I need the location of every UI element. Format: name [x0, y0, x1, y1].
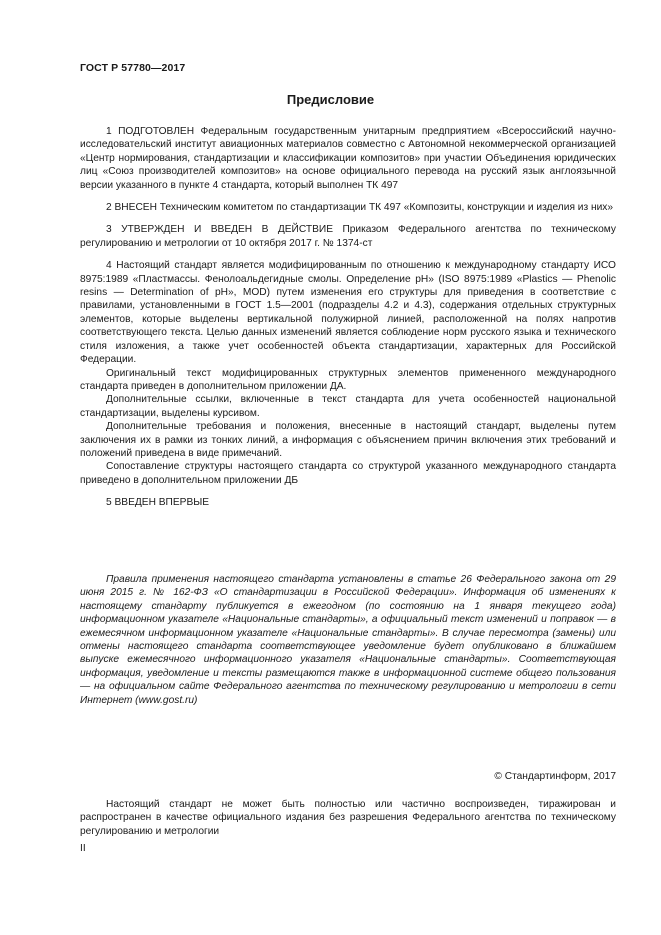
- paragraph-3: 3 УТВЕРЖДЕН И ВВЕДЕН В ДЕЙСТВИЕ Приказом Федерального агентства по техническому регулированию и метрологии от 10 октября 2017 г. № 1374-ст: [80, 224, 616, 249]
- paragraph-2: 2 ВНЕСЕН Техническим комитетом по стандартизации ТК 497 «Композиты, конструкции и изделия из них»: [106, 202, 614, 214]
- paragraph-4-structure: Сопоставление структуры настоящего стандарта со структурой указанного международного стандарта приведено в дополнительном приложении ДБ: [80, 461, 616, 486]
- document-header: ГОСТ Р 57780—2017: [80, 62, 186, 74]
- paragraph-5: 5 ВВЕДЕН ВПЕРВЫЕ: [106, 497, 210, 509]
- page-number: II: [80, 843, 86, 854]
- paragraph-1: 1 ПОДГОТОВЛЕН Федеральным государственным унитарным предприятием «Всероссийский научно-исследовательский институт авиационных материалов совместно с Автономной некоммерческой организацией «Центр нормирования, стандартизации и классификации композитов» при участии Объединения юридических лиц «Союз производителей композитов» на основе официального перевода на русский язык англоязычной версии указанного в пункте 4 стандарта, который выполнен ТК 497: [80, 126, 616, 191]
- paragraph-4-original-text: Оригинальный текст модифицированных структурных элементов примененного международного стандарта приведен в дополнительном приложении ДА.: [80, 367, 616, 392]
- paragraph-4-references: Дополнительные ссылки, включенные в текст стандарта для учета особенностей национальной стандартизации, выделены курсивом.: [80, 394, 616, 419]
- application-rules-notice: Правила применения настоящего стандарта установлены в статье 26 Федерального закона от 29 июня 2015 г. № 162-ФЗ «О стандартизации в Российской Федерации». Информация об изменениях к настоящему стандарту публикуется в ежегодном (по состоянию на 1 января текущего года) информационном указателе «Национальные стандарты», а официальный текст изменений и поправок — в ежемесячном информационном указателе «Национальные стандарты». В случае пересмотра (замены) или отмены настоящего стандарта соответствующее уведомление будет опубликовано в ближайшем выпуске ежемесячного информационного указателя «Национальные стандарты». Соответствующая информация, уведомление и тексты размещаются также в информационной системе общего пользования — на официальном сайте Федерального агентства по техническому регулированию и метрологии в сети Интернет (www.gost.ru): [80, 574, 616, 706]
- paragraph-4: 4 Настоящий стандарт является модифицированным по отношению к международному стандарту ИСО 8975:1989 «Пластмассы. Фенолоальдегидные смолы. Определение pH» (ISO 8975:1989 «Plastics — Phenolic resins — Determination of pH», MOD) путем изменения его структуры для приведения в соответствие с правилами, установленными в ГОСТ 1.5—2001 (подразделы 4.2 и 4.3), содержания отдельных структурных элементов, которые выделены вертикальной полужирной линией, расположенной на полях напротив соответствующего текста. Целью данных изменений является соблюдение норм русского языка и технического стиля изложения, а также учет особенностей объекта стандартизации, характерных для Российской Федерации.: [80, 260, 616, 366]
- section-title: Предисловие: [286, 92, 375, 107]
- foreword-body: [80, 125, 616, 510]
- copyright: © Стандартинформ, 2017: [494, 771, 616, 782]
- reproduction-disclaimer: Настоящий стандарт не может быть полностью или частично воспроизведен, тиражирован и распространен в качестве официального издания без разрешения Федерального агентства по техническому регулированию и метрологии: [80, 799, 616, 837]
- paragraph-4-requirements: Дополнительные требования и положения, внесенные в настоящий стандарт, выделены путем заключения их в рамки из тонких линий, а информация с объяснением причин включения этих требований и положений приведена в виде примечаний.: [80, 421, 616, 459]
